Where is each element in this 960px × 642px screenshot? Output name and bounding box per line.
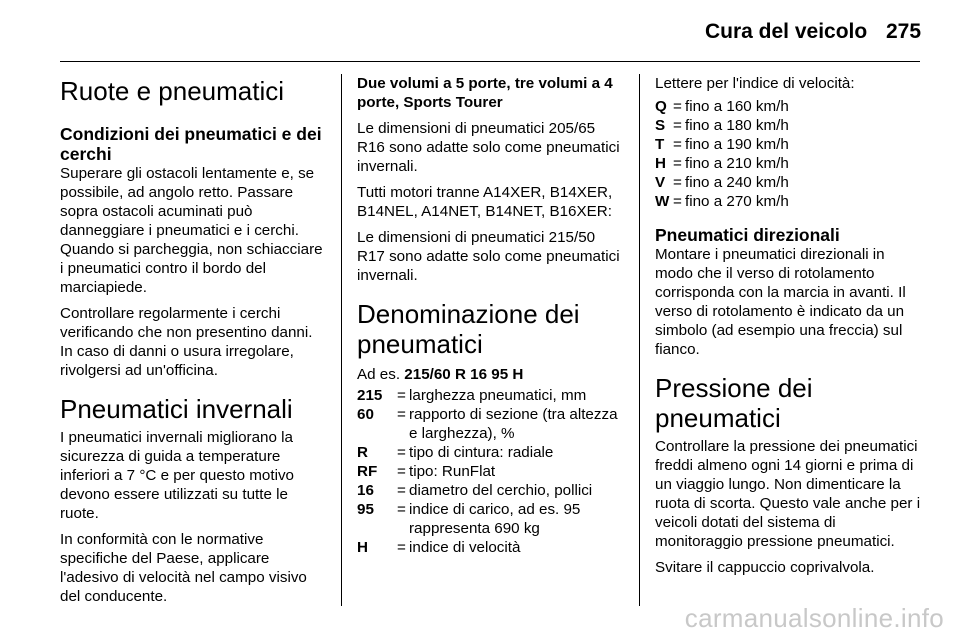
spec-row [357, 462, 623, 481]
spec-equals: = [397, 482, 406, 499]
section-title: Cura del veicolo [705, 20, 868, 43]
speed-equals: = [673, 174, 682, 191]
speed-equals: = [673, 155, 682, 172]
spec-row [357, 405, 623, 443]
models-paragraph-2: Tutti motori tranne A14XER, B14XER, B14NEL, A14NET, B14NET, B16XER: [357, 184, 613, 220]
speed-equals: = [673, 136, 682, 153]
speed-value: fino a 180 km/h [685, 117, 789, 134]
condition-heading: Condizioni dei pneumatici e dei cerchi [60, 124, 322, 164]
speed-row [655, 154, 923, 173]
models-heading: Due volumi a 5 porte, tre volumi a 4 porte, Sports Tourer [357, 75, 613, 111]
spec-equals: = [397, 501, 406, 518]
speed-key: W [655, 193, 670, 210]
spec-row [357, 481, 623, 500]
speed-key: S [655, 117, 666, 134]
condition-paragraph-2: Controllare regolarmente i cerchi verificando che non presentino danni. In caso di danni o usura irregolare, rivolgersi ad un'officina. [60, 305, 313, 379]
spec-equals: = [397, 539, 406, 556]
speed-row [655, 116, 923, 135]
page-header [0, 0, 960, 62]
speed-index-list [655, 97, 923, 211]
speed-row [655, 173, 923, 192]
column-divider-1 [341, 74, 342, 606]
directional-heading: Pneumatici direzionali [655, 225, 840, 245]
models-paragraph-1: Le dimensioni di pneumatici 205/65 R16 sono adatte solo come pneumatici invernali. [357, 120, 620, 175]
main-heading: Ruote e pneumatici [60, 76, 285, 106]
speed-row [655, 192, 923, 211]
spec-key: 60 [357, 406, 374, 423]
speed-value: fino a 240 km/h [685, 174, 789, 191]
spec-value: larghezza pneumatici, mm [409, 387, 587, 404]
speed-value: fino a 190 km/h [685, 136, 789, 153]
speed-value: fino a 160 km/h [685, 98, 789, 115]
speed-equals: = [673, 193, 682, 210]
spec-equals: = [397, 387, 406, 404]
column-2 [357, 74, 623, 557]
speed-key: H [655, 155, 666, 172]
designation-heading: Denominazione dei pneumatici [357, 299, 580, 359]
condition-paragraph-1: Superare gli ostacoli lentamente e, se possibile, ad angolo retto. Passare sopra ostacoli acuminati può danneggiare i pneumatici e i cerchi. Quando si parcheggia, non schiacciare i pneumatici contro il bordo del marciapiede. [60, 165, 323, 296]
spec-equals: = [397, 406, 406, 423]
spec-row [357, 538, 623, 557]
spec-key: R [357, 444, 368, 461]
pressure-paragraph-1: Controllare la pressione dei pneumatici freddi almeno ogni 14 giorni e prima di un viaggio lungo. Non dimenticare la ruota di scorta. Questo vale anche per i veicoli dotati del sistema di monitoraggio pressione pneumatici. [655, 438, 921, 550]
speed-key: Q [655, 98, 667, 115]
spec-equals: = [397, 463, 406, 480]
example-prefix: Ad es. [357, 366, 401, 383]
speed-equals: = [673, 98, 682, 115]
column-3 [655, 74, 923, 584]
winter-paragraph-1: I pneumatici invernali migliorano la sicurezza di guida a temperature inferiori a 7 °C e per questo motivo devono essere utilizzati su tutte le ruote. [60, 429, 294, 522]
spec-value: indice di velocità [409, 539, 521, 556]
speed-value: fino a 270 km/h [685, 193, 789, 210]
spec-equals: = [397, 444, 406, 461]
spec-value: rapporto di sezione (tra altezza e larghezza), % [409, 406, 618, 442]
spec-key: H [357, 539, 368, 556]
header-divider [60, 61, 920, 62]
pressure-heading: Pressione dei pneumatici [655, 373, 813, 433]
watermark: carmanualsonline.info [684, 603, 944, 633]
spec-row [357, 386, 623, 405]
spec-key: RF [357, 463, 378, 480]
speed-row [655, 97, 923, 116]
spec-value: indice di carico, ad es. 95 rappresenta 690 kg [409, 501, 581, 537]
column-divider-2 [639, 74, 640, 606]
spec-row [357, 500, 623, 538]
designation-spec-list [357, 386, 623, 557]
spec-row [357, 443, 623, 462]
spec-key: 16 [357, 482, 374, 499]
example-code: 215/60 R 16 95 H [404, 366, 524, 383]
models-paragraph-3: Le dimensioni di pneumatici 215/50 R17 sono adatte solo come pneumatici invernali. [357, 229, 620, 284]
pressure-paragraph-2: Svitare il cappuccio coprivalvola. [655, 559, 875, 576]
speed-key: V [655, 174, 666, 191]
spec-key: 95 [357, 501, 374, 518]
directional-paragraph: Montare i pneumatici direzionali in modo che il verso di rotolamento corrisponda con la marcia in avanti. Il verso di rotolamento è indicato da un simbolo (ad esempio una freccia) sul fianco. [655, 246, 906, 358]
spec-key: 215 [357, 387, 383, 404]
speed-row [655, 135, 923, 154]
spec-value: diametro del cerchio, pollici [409, 482, 593, 499]
spec-value: tipo di cintura: radiale [409, 444, 554, 461]
column-1 [60, 74, 326, 613]
speed-key: T [655, 136, 665, 153]
winter-paragraph-2: In conformità con le normative specifiche del Paese, applicare l'adesivo di velocità nel campo visivo del conducente. [60, 531, 307, 605]
designation-example [357, 365, 623, 384]
spec-value: tipo: RunFlat [409, 463, 496, 480]
page-number: 275 [886, 20, 922, 43]
speed-intro: Lettere per l'indice di velocità: [655, 75, 855, 92]
speed-value: fino a 210 km/h [685, 155, 789, 172]
speed-equals: = [673, 117, 682, 134]
winter-heading: Pneumatici invernali [60, 394, 293, 424]
